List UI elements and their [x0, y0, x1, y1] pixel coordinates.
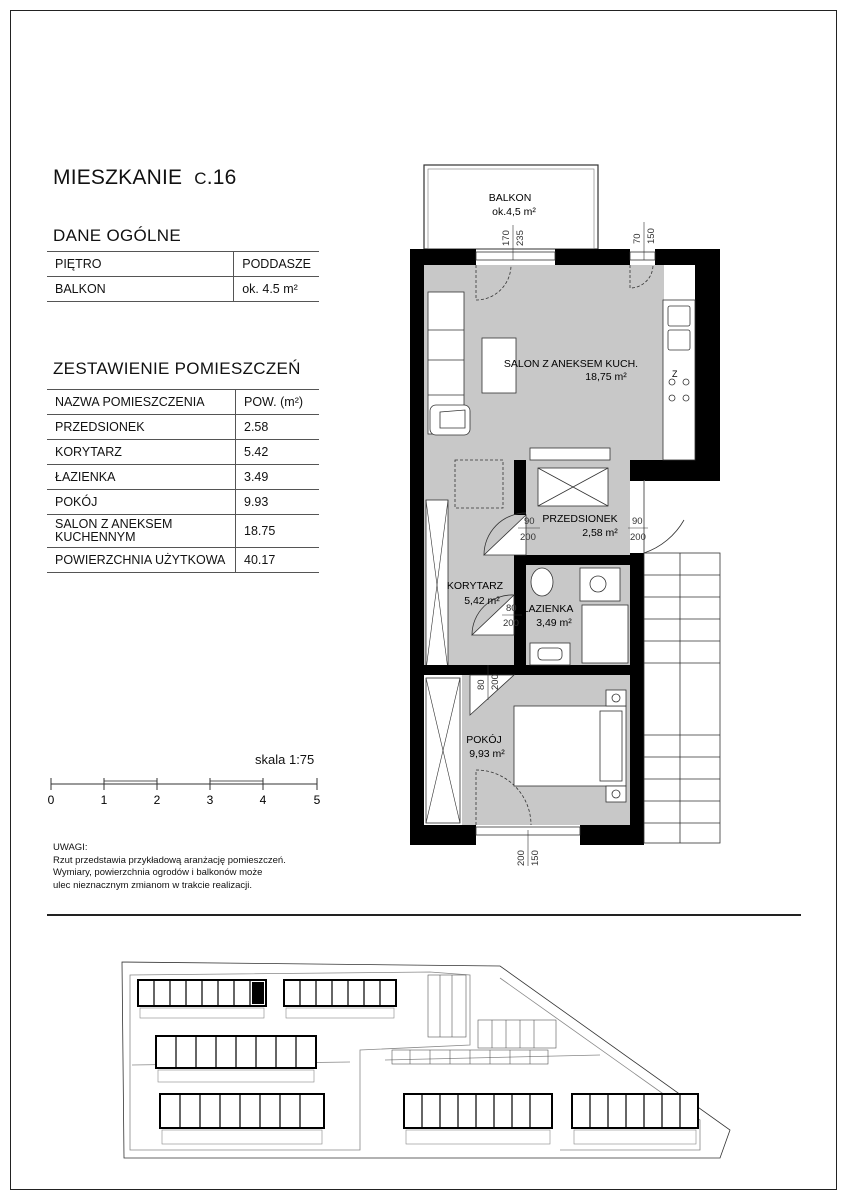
- highlighted-unit: [252, 982, 264, 1004]
- window: [630, 252, 655, 260]
- rooms-heading: ZESTAWIENIE POMIESZCZEŃ: [53, 359, 301, 378]
- dim-label: 200: [520, 532, 536, 543]
- page-title: MIESZKANIE C.16: [53, 166, 237, 189]
- lazienka-label: ŁAZIENKA: [522, 603, 574, 615]
- notes-line: Rzut przedstawia przykładową aranżację pomieszczeń.: [53, 854, 286, 866]
- wardrobe: [530, 448, 610, 460]
- dim-label: 70: [632, 233, 643, 244]
- pokoj-area: 9,93 m²: [469, 748, 505, 760]
- site-plan: [115, 950, 735, 1165]
- fridge-mark: Z: [672, 369, 678, 379]
- general-heading: DANE OGÓLNE: [53, 226, 181, 245]
- general-table: [47, 251, 319, 302]
- scale-tick-label: 2: [153, 793, 161, 807]
- przedsionek-label: PRZEDSIONEK: [542, 513, 618, 525]
- notes: [53, 842, 353, 892]
- korytarz-label: KORYTARZ: [446, 580, 504, 592]
- table-row: SALON Z ANEKSEM KUCHENNYM 18.75: [47, 515, 319, 548]
- dim-label: 200: [630, 532, 646, 543]
- notes-line: ulec nieznacznym zmianom w trakcie realizacji.: [53, 879, 253, 891]
- balcony-door: [476, 252, 555, 260]
- balcony-area: ok.4,5 m²: [492, 206, 536, 218]
- wardrobe: [538, 468, 608, 506]
- dim-label: 150: [530, 850, 541, 866]
- kitchen-counter: [663, 300, 695, 460]
- lazienka-area: 3,49 m²: [536, 617, 572, 629]
- dim-label: 80: [506, 603, 517, 614]
- scale-tick-label: 4: [259, 793, 267, 807]
- stairs: [644, 553, 720, 843]
- table-row: KORYTARZ 5.42: [47, 440, 319, 465]
- scale-tick-label: 3: [206, 793, 214, 807]
- dim-label: 80: [476, 679, 487, 690]
- notes-heading: UWAGI:: [53, 842, 88, 853]
- dim-label: 170: [501, 230, 512, 246]
- scale-tick-label: 0: [47, 793, 55, 807]
- salon-label: SALON Z ANEKSEM KUCH.: [503, 358, 639, 370]
- scale-tick-label: 1: [100, 793, 108, 807]
- table-row: BALKON ok. 4.5 m²: [47, 277, 319, 302]
- dim-label: 200: [503, 618, 519, 629]
- floor-plan: [395, 160, 735, 866]
- building-rows: [138, 980, 698, 1128]
- rooms-table: [47, 389, 319, 573]
- dim-label: 150: [646, 228, 657, 244]
- table-row: ŁAZIENKA 3.49: [47, 465, 319, 490]
- table-row: POKÓJ 9.93: [47, 490, 319, 515]
- salon-area: 18,75 m²: [585, 371, 627, 383]
- dim-label: 90: [632, 516, 643, 527]
- balcony-label: BALKON: [488, 192, 532, 204]
- scale-label: skala 1:75: [255, 752, 315, 767]
- notes-line: Wymiary, powierzchnia ogrodów i balkonów może: [53, 867, 263, 878]
- przedsionek-area: 2,58 m²: [582, 527, 618, 539]
- armchair: [430, 405, 470, 435]
- table-row: PIĘTRO PODDASZE: [47, 252, 319, 277]
- table-header-row: NAZWA POMIESZCZENIA POW. (m²): [47, 390, 319, 415]
- dim-label: 200: [516, 850, 527, 866]
- scale-tick-label: 5: [313, 793, 321, 807]
- dim-label: 200: [490, 674, 501, 690]
- dim-label: 90: [524, 516, 535, 527]
- separator: [47, 914, 801, 916]
- korytarz-area: 5,42 m²: [464, 595, 500, 607]
- pokoj-label: POKÓJ: [466, 734, 502, 746]
- table-row: PRZEDSIONEK 2.58: [47, 415, 319, 440]
- table-row: POWIERZCHNIA UŻYTKOWA 40.17: [47, 548, 319, 573]
- bed: [514, 690, 626, 802]
- scale-bar: [40, 776, 330, 808]
- dim-label: 235: [515, 230, 526, 246]
